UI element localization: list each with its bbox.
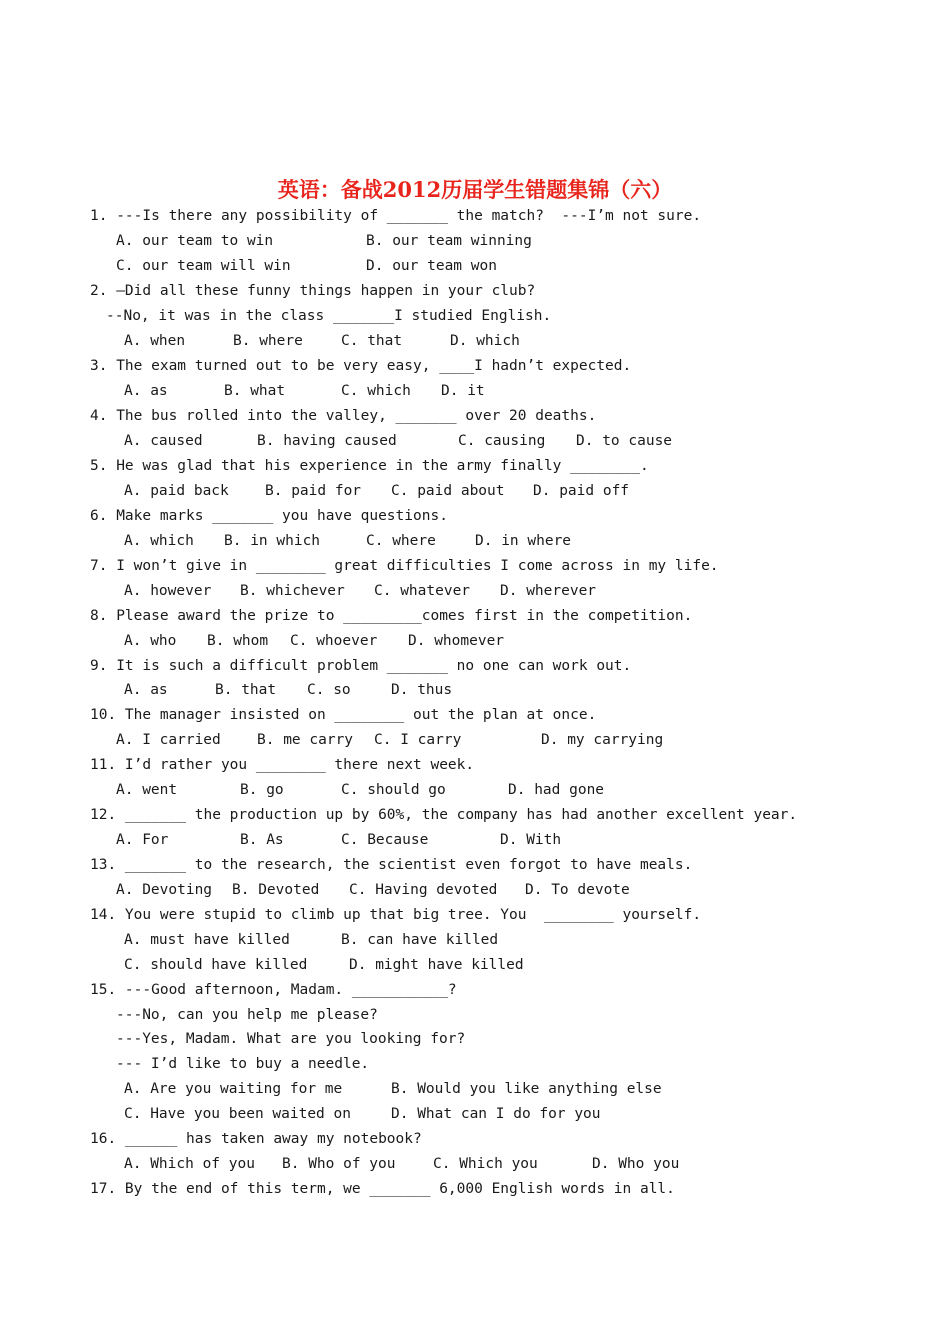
answer-option: C. Because (341, 832, 429, 848)
answer-option: B. having caused (257, 433, 397, 449)
answer-option: A. I carried (116, 732, 221, 748)
question-line: 6. Make marks _______ you have questions. (90, 508, 448, 524)
answer-option: A. which (124, 533, 194, 549)
answer-option: D. Who you (592, 1156, 680, 1172)
question-line: 3. The exam turned out to be very easy, ____I hadn’t expected. (90, 358, 632, 374)
answer-option: D. in where (475, 533, 572, 549)
question-line: 13. _______ to the research, the scientist even forgot to have meals. (90, 857, 693, 873)
answer-option: A. Devoting (116, 882, 213, 898)
question-line: --- I’d like to buy a needle. (116, 1056, 370, 1072)
question-line: 4. The bus rolled into the valley, _______ over 20 deaths. (90, 408, 597, 424)
question-line: 15. ---Good afternoon, Madam. ___________? (90, 982, 457, 998)
answer-option: B. Devoted (232, 882, 320, 898)
document-title: 英语：备战2012历届学生错题集锦（六） (277, 177, 673, 202)
answer-option: D. whomever (408, 633, 505, 649)
answer-option: C. Which you (433, 1156, 538, 1172)
answer-option: D. which (450, 333, 520, 349)
answer-option: C. paid about (391, 483, 505, 499)
answer-option: A. our team to win (116, 233, 274, 249)
answer-option: D. my carrying (541, 732, 664, 748)
answer-option: B. go (240, 782, 284, 798)
answer-option: B. in which (224, 533, 321, 549)
answer-option: B. Who of you (282, 1156, 396, 1172)
answer-option: C. should have killed (124, 957, 308, 973)
question-line: 7. I won’t give in ________ great difficulties I come across in my life. (90, 558, 719, 574)
answer-option: D. had gone (508, 782, 605, 798)
answer-option: B. paid for (265, 483, 362, 499)
answer-option: C. causing (458, 433, 546, 449)
question-line: ---No, can you help me please? (116, 1007, 378, 1023)
answer-option: A. For (116, 832, 169, 848)
answer-option: A. as (124, 682, 168, 698)
question-line: 17. By the end of this term, we _______ 6,000 English words in all. (90, 1181, 675, 1197)
answer-option: C. I carry (374, 732, 462, 748)
answer-option: A. Which of you (124, 1156, 255, 1172)
question-line: 2. –Did all these funny things happen in your club? (90, 283, 536, 299)
answer-option: D. With (500, 832, 562, 848)
answer-option: A. paid back (124, 483, 229, 499)
answer-option: C. that (341, 333, 403, 349)
answer-option: A. must have killed (124, 932, 290, 948)
answer-option: C. so (307, 682, 351, 698)
answer-option: C. should go (341, 782, 446, 798)
answer-option: B. can have killed (341, 932, 499, 948)
question-line: 1. ---Is there any possibility of _______ the match? ---I’m not sure. (90, 208, 702, 224)
question-line: 10. The manager insisted on ________ out the plan at once. (90, 707, 597, 723)
answer-option: C. which (341, 383, 411, 399)
answer-option: C. where (366, 533, 436, 549)
answer-option: D. it (441, 383, 485, 399)
question-line: 14. You were stupid to climb up that big tree. You ________ yourself. (90, 907, 702, 923)
answer-option: B. me carry (257, 732, 354, 748)
answer-option: C. whoever (290, 633, 378, 649)
answer-option: B. Would you like anything else (391, 1081, 662, 1097)
answer-option: D. our team won (366, 258, 497, 274)
answer-option: B. where (233, 333, 303, 349)
question-line: ---Yes, Madam. What are you looking for? (116, 1031, 466, 1047)
answer-option: C. whatever (374, 583, 471, 599)
answer-option: D. To devote (525, 882, 630, 898)
answer-option: D. What can I do for you (391, 1106, 601, 1122)
answer-option: B. As (240, 832, 284, 848)
answer-option: B. that (215, 682, 277, 698)
answer-option: A. when (124, 333, 186, 349)
answer-option: A. Are you waiting for me (124, 1081, 343, 1097)
answer-option: C. Having devoted (349, 882, 498, 898)
answer-option: B. our team winning (366, 233, 532, 249)
answer-option: B. whichever (240, 583, 345, 599)
answer-option: A. went (116, 782, 178, 798)
question-line: 5. He was glad that his experience in the army finally ________. (90, 458, 649, 474)
question-line: 9. It is such a difficult problem _______ no one can work out. (90, 658, 632, 674)
question-line: 12. _______ the production up by 60%, the company has had another excellent year. (90, 807, 798, 823)
question-line: 8. Please award the prize to _________comes first in the competition. (90, 608, 693, 624)
answer-option: C. our team will win (116, 258, 291, 274)
answer-option: D. thus (391, 682, 453, 698)
answer-option: D. to cause (576, 433, 673, 449)
answer-option: A. who (124, 633, 177, 649)
question-line: --No, it was in the class _______I studied English. (106, 308, 552, 324)
answer-option: B. whom (207, 633, 269, 649)
question-line: 11. I’d rather you ________ there next week. (90, 757, 475, 773)
answer-option: A. however (124, 583, 212, 599)
question-line: 16. ______ has taken away my notebook? (90, 1131, 422, 1147)
answer-option: A. as (124, 383, 168, 399)
answer-option: D. might have killed (349, 957, 524, 973)
answer-option: D. paid off (533, 483, 630, 499)
answer-option: D. wherever (500, 583, 597, 599)
answer-option: A. caused (124, 433, 203, 449)
answer-option: B. what (224, 383, 286, 399)
answer-option: C. Have you been waited on (124, 1106, 351, 1122)
